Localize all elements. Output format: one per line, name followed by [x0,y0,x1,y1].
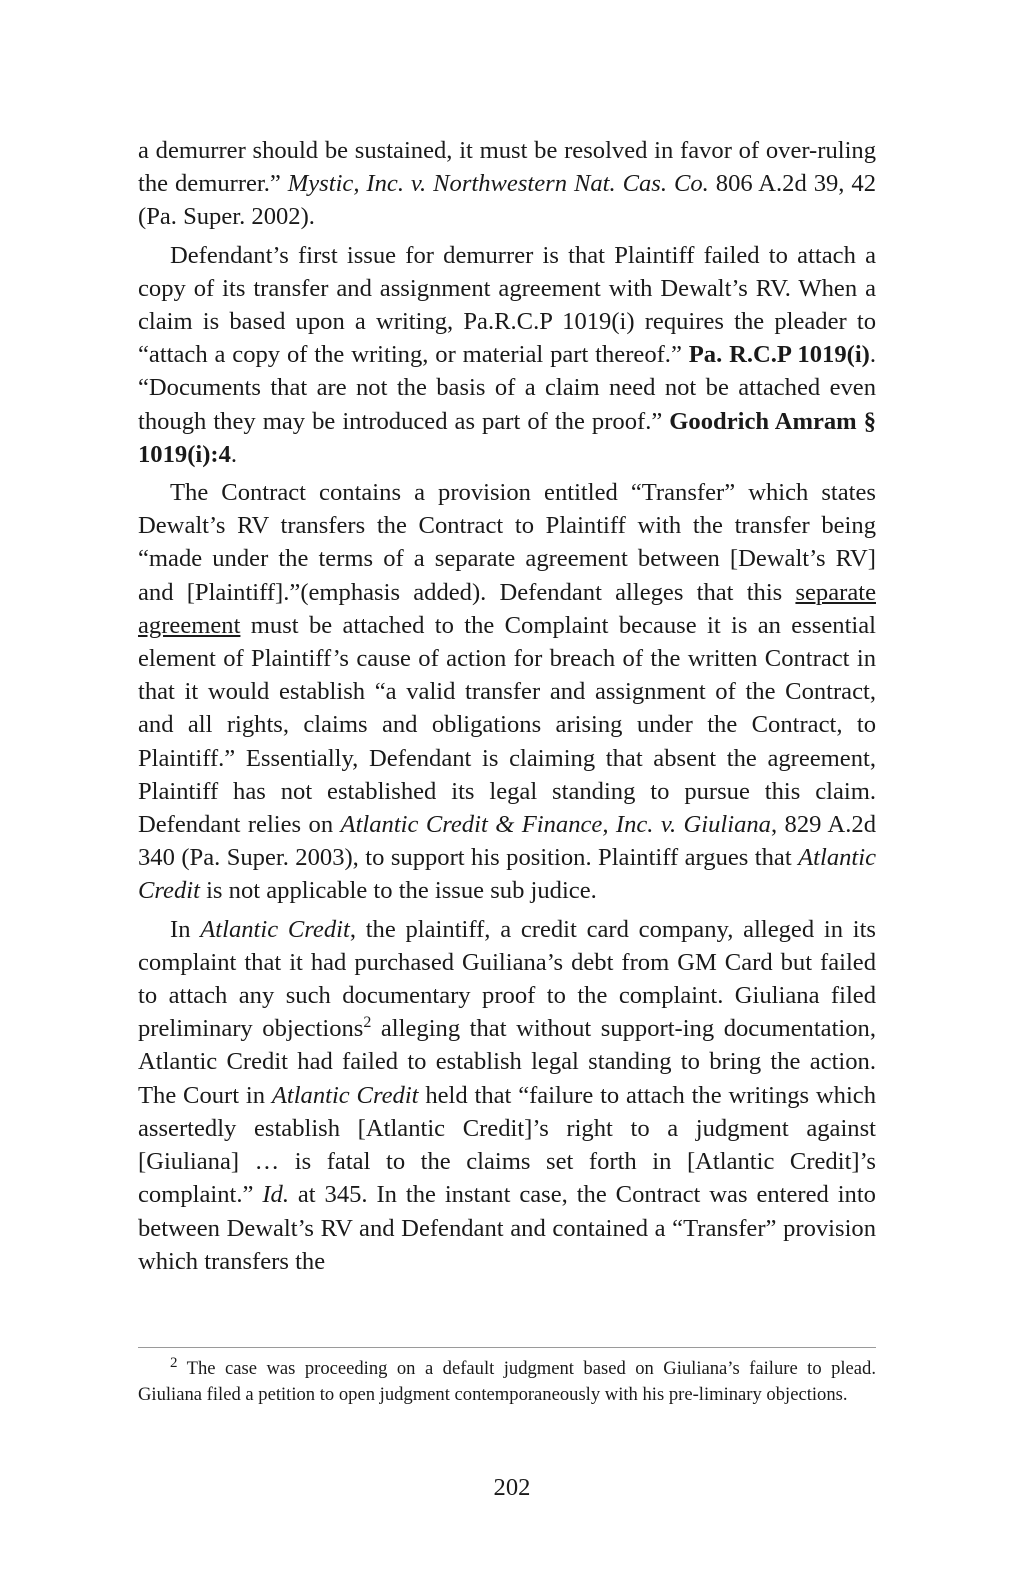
case-citation: Atlantic Credit & Finance, Inc. v. Giuliana [340,811,771,839]
paragraph-3 [138,476,876,908]
case-short-name: Atlantic Credit [271,1081,419,1109]
paragraph-2 [138,239,876,471]
text-run: 806 A.2d 39, 42 (Pa. Super. 2002). [138,170,876,231]
paragraph-4 [138,913,876,1278]
text-run: a demurrer should be sustained, it must be resolved in favor of over-ruling the demurrer.” [138,137,876,198]
text-run: . [230,440,238,468]
case-short-name: Atlantic Credit [200,915,350,943]
page-number: 202 [493,1474,531,1501]
text-run: , the plaintiff, a credit card company, alleged in its complaint that it had purchased Guiliana’s debt from GM Card but failed to attach any such documentary proof to the complaint. Giuliana filed preliminary objections [138,915,877,1043]
underlined-phrase: separate agreement [138,578,876,639]
text-run: , 829 A.2d 340 (Pa. Super. 2003), to support his position. Plaintiff argues that [138,811,876,872]
text-run: Defendant’s first issue for demurrer is that Plaintiff failed to attach a copy of its transfer and assignment agreement with Dewalt’s RV. When a claim is based upon a writing, Pa.R.C.P 1019(i) requires the pleader to “attach a copy of the writing, or material part thereof.” [138,241,876,369]
footnote-text: The case was proceeding on a default judgment based on Giuliana’s failure to plead. Giuliana filed a petition to open judgment contemporaneously with his pre-liminary objections. [138,1358,876,1405]
footnote-marker: 2 [170,1354,178,1371]
paragraph-1 [138,134,876,234]
footnote-divider [138,1347,876,1348]
text-run: alleging that without support-ing documentation, Atlantic Credit had failed to establish legal standing to bring the action. The Court in [138,1015,876,1109]
treatise-citation: Goodrich Amram § 1019(i):4 [138,407,876,468]
text-run: The Contract contains a provision entitled “Transfer” which states Dewalt’s RV transfers the Contract to Plaintiff with the transfer being “made under the terms of a separate agreement between [Dewalt’s RV] and [Plaintiff].”(emphasis added). Defendant alleges that this [138,479,876,606]
text-run: . “Documents that are not the basis of a claim need not be attached even though they may be introduced as part of the proof.” [138,341,876,435]
text-run: In [170,915,201,943]
footnote-reference[interactable]: 2 [363,1014,372,1032]
id-citation: Id. [262,1181,289,1209]
footnote [138,1356,876,1408]
text-run: held that “failure to attach the writings which assertedly establish [Atlantic Credit]’s right to a judgment against [Giuliana] … is fatal to the claims set forth in [Atlantic Credit]’s complaint.” [138,1081,876,1209]
body-text [138,134,876,1283]
case-citation: Mystic, Inc. v. Northwestern Nat. Cas. Co. [287,170,709,198]
footnote-2 [138,1356,876,1408]
rule-citation: Pa. R.C.P 1019(i) [688,341,870,369]
text-run: is not applicable to the issue sub judice. [199,877,597,905]
text-run: must be attached to the Complaint because it is an essential element of Plaintiff’s cause of action for breach of the written Contract in that it would establish “a valid transfer and assignment of the Contract, and all rights, claims and obligations arising under the Contract, to Plaintiff.” Essentially, Defendant is claiming that absent the agreement, Plaintiff has not established its legal standing to pursue this claim. Defendant relies on [138,611,876,839]
case-short-name: Atlantic Credit [138,844,876,905]
text-run: at 345. In the instant case, the Contract was entered into between Dewalt’s RV and Defendant and contained a “Transfer” provision which transfers the [138,1181,876,1275]
